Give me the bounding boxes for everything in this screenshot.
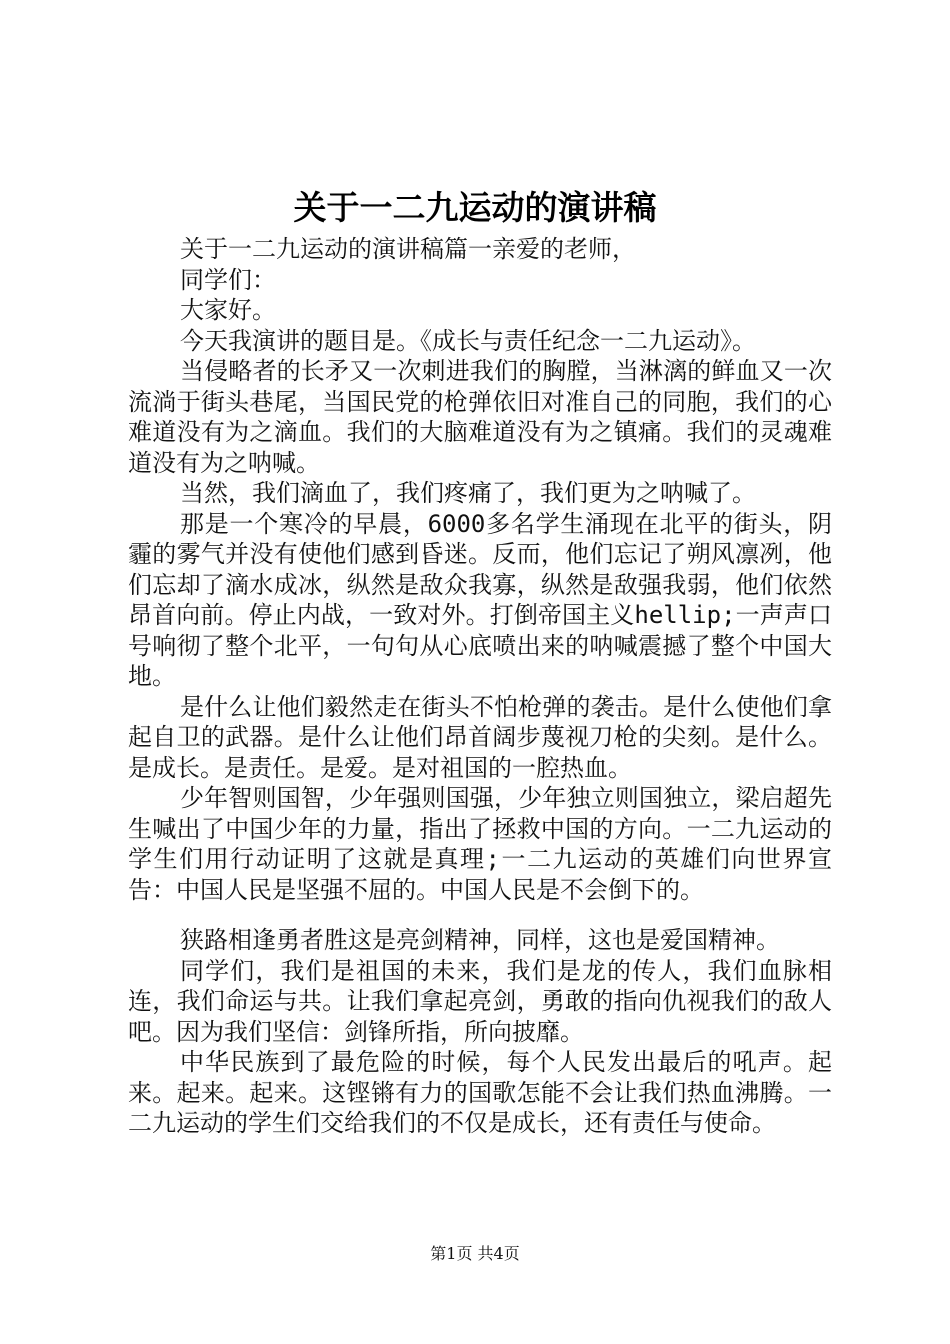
paragraph-hello: 大家好。 [180, 296, 276, 324]
paragraph-body: 那是一个寒冷的早晨，6000多名学生涌现在北平的街头，阴霾的雾气并没有使他们感到昏迷。反而，他们忘记了朔风凛冽，他们忘却了滴水成冰，纵然是敌众我寡，纵然是敌强我弱，他们依然昂首向前。停止内战，一致对外。打倒帝国主义hellip;一声声口号响彻了整个北平，一句句从心底喷出来的呐喊震撼了整个中国大地。 [128, 509, 832, 690]
paragraph-body: 是什么让他们毅然走在街头不怕枪弹的袭击。是什么使他们拿起自卫的武器。是什么让他们昂首阔步蔑视刀枪的尖刻。是什么。是成长。是责任。是爱。是对祖国的一腔热血。 [128, 692, 832, 782]
paragraph-greeting: 关于一二九运动的演讲稿篇一亲爱的老师， [180, 235, 636, 263]
paragraph-salutation: 同学们： [180, 265, 276, 294]
paragraph-body: 当然，我们滴血了，我们疼痛了，我们更为之呐喊了。 [180, 479, 756, 507]
document-title: 关于一二九运动的演讲稿 [293, 188, 657, 227]
paragraph-body: 当侵略者的长矛又一次刺进我们的胸膛，当淋漓的鲜血又一次流淌于街头巷尾，当国民党的枪弹依旧对准自己的同胞，我们的心难道没有为之滴血。我们的大脑难道没有为之镇痛。我们的灵魂难道没有为之呐喊。 [128, 357, 832, 477]
document-body [128, 234, 832, 1139]
paragraph-body: 中华民族到了最危险的时候，每个人民发出最后的吼声。起来。起来。起来。这铿锵有力的国歌怎能不会让我们热血沸腾。一二九运动的学生们交给我们的不仅是成长，还有责任与使命。 [128, 1048, 832, 1137]
paragraph-body: 少年智则国智，少年强则国强，少年独立则国独立，梁启超先生喊出了中国少年的力量，指出了拯救中国的方向。一二九运动的学生们用行动证明了这就是真理;一二九运动的英雄们向世界宣告：中国人民是坚强不屈的。中国人民是不会倒下的。 [128, 784, 832, 904]
page-number-footer: 第1页 共4页 [430, 1244, 520, 1263]
paragraph-body: 同学们，我们是祖国的未来，我们是龙的传人，我们血脉相连，我们命运与共。让我们拿起亮剑，勇敢的指向仇视我们的敌人吧。因为我们坚信：剑锋所指，所向披靡。 [128, 956, 832, 1046]
paragraph-topic: 今天我演讲的题目是。《成长与责任纪念一二九运动》。 [180, 326, 756, 355]
paragraph-body: 狭路相逢勇者胜这是亮剑精神，同样，这也是爱国精神。 [180, 926, 780, 954]
paragraph-spacer [128, 905, 832, 925]
